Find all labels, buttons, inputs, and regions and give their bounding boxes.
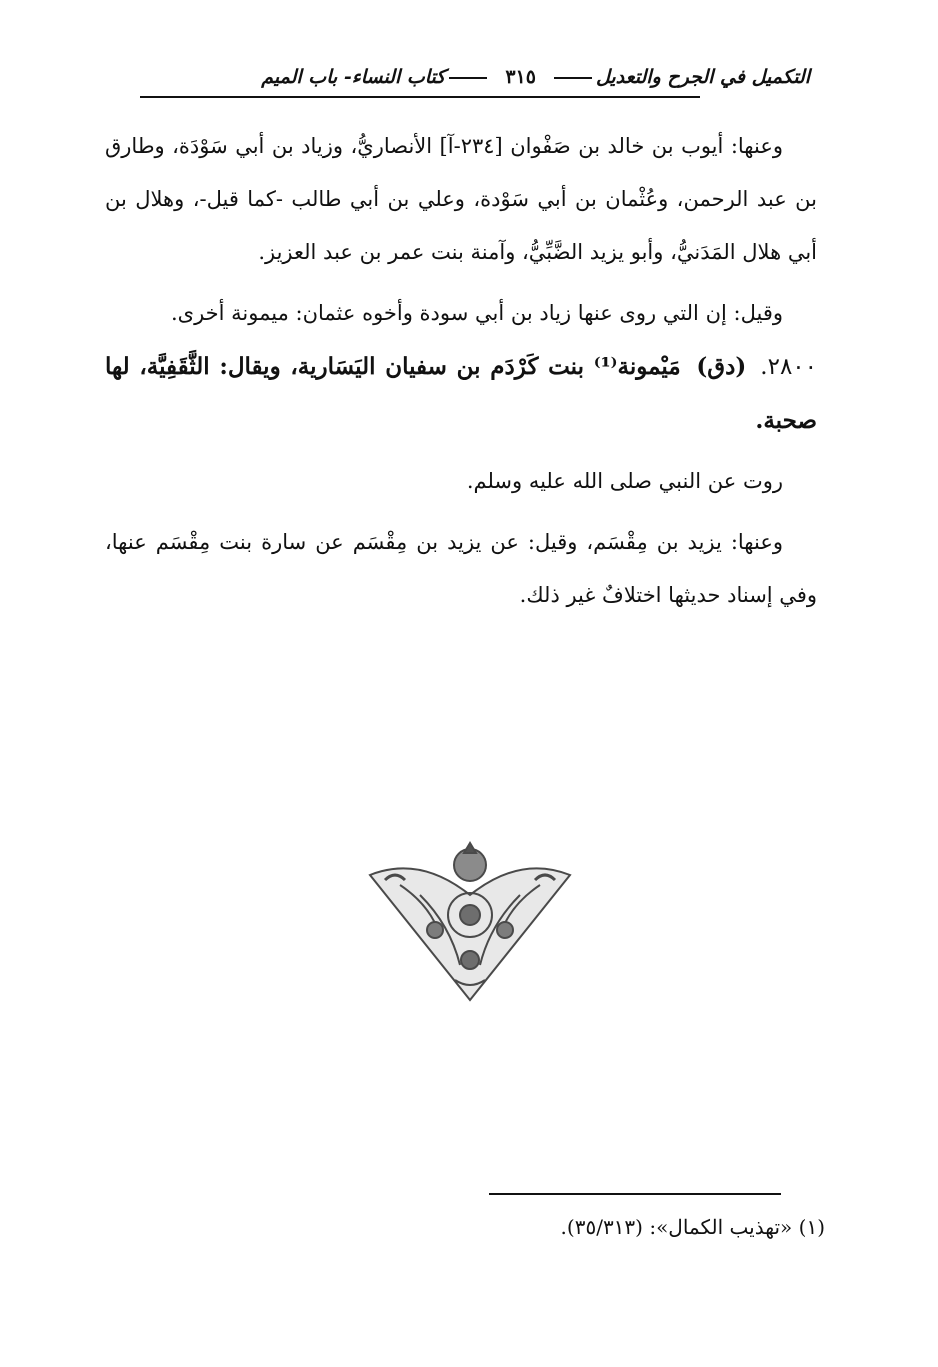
header-separator <box>449 77 487 79</box>
paragraph-note: وقيل: إن التي روى عنها زياد بن أبي سودة وأخوه عثمان: ميمونة أخرى. <box>170 301 783 325</box>
header-line <box>100 62 810 92</box>
paragraph-narrators: وعنها: أيوب بن خالد بن صَفْوان [٢٣٤-آ] الأنصاريُّ، وزياد بن أبي سَوْدَة، وطارق بن عبد الرحمن، وعُثْمان بن أبي سَوْدة، وعلي بن أبي طالب -كما قيل-، وهلال بن أبي هلال المَدَنيُّ، وأبو يزيد الضَّبِّيُّ، وآمنة بنت عمر بن عبد العزيز. <box>105 134 817 264</box>
header-rule <box>140 96 700 98</box>
header-book-title: التكميل في الجرح والتعديل <box>595 66 810 88</box>
floral-ornament-icon <box>360 835 580 1005</box>
page-number: ٣١٥ <box>505 66 536 88</box>
running-header <box>100 62 810 112</box>
entry-number: ٢٨٠٠. <box>760 354 818 380</box>
footnote-rule <box>489 1193 781 1195</box>
entry-code: (دق) <box>696 353 747 380</box>
header-section: كتاب النساء- باب الميم <box>261 66 446 88</box>
header-separator <box>554 77 592 79</box>
footnote: (١) «تهذيب الكمال»: (٣٥/٣١٣). <box>560 1215 825 1239</box>
paragraph-narration: روت عن النبي صلى الله عليه وسلم. <box>466 469 783 493</box>
paragraph-students: وعنها: يزيد بن مِقْسَم، وقيل: عن يزيد بن مِقْسَم عن سارة بنت مِقْسَم عنها، وفي إسناد حديثها اختلافٌ غير ذلك. <box>105 530 817 607</box>
biography-entry <box>105 340 817 447</box>
main-text <box>105 120 817 622</box>
entry-heading: مَيْمونة⁽¹⁾ بنت كَرْدَم بن سفيان اليَسَارية، ويقال: الثَّقَفِيَّة، لها صحبة. <box>105 353 817 434</box>
